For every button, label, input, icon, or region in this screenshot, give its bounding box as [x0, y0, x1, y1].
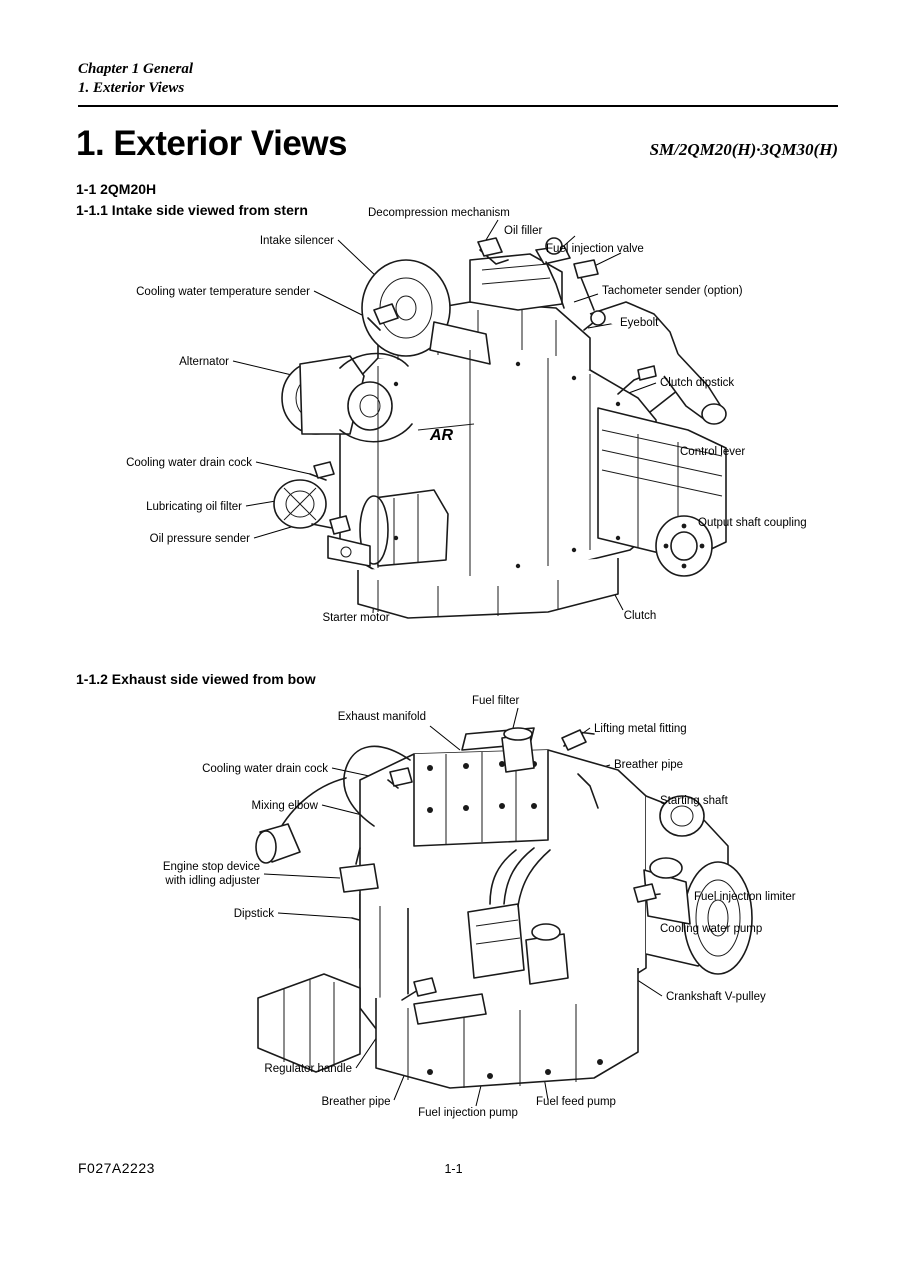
label-cooling-water-drain-cock-2: Cooling water drain cock: [202, 763, 328, 775]
label-breather-pipe-top: Breather pipe: [614, 759, 684, 771]
label-fuel-filter: Fuel filter: [472, 695, 520, 707]
section-heading-1-1: 1-1 2QM20H: [76, 181, 157, 197]
label-mixing-elbow: Mixing elbow: [251, 800, 318, 812]
label-cooling-water-drain-cock: Cooling water drain cock: [126, 457, 252, 469]
label-oil-pressure-sender: Oil pressure sender: [149, 533, 250, 545]
header-section: 1. Exterior Views: [78, 80, 185, 96]
label-dipstick: Dipstick: [233, 908, 274, 920]
header-divider: [78, 105, 838, 107]
figure-exhaust-side-view: [78, 668, 838, 1128]
page-header: [78, 60, 838, 159]
label-breather-pipe-bottom: Breather pipe: [321, 1096, 391, 1108]
header-chapter: Chapter 1 General: [78, 61, 194, 77]
label-fuel-injection-valve: Fuel injection valve: [546, 243, 644, 255]
label-output-shaft-coupling: Output shaft coupling: [698, 517, 807, 529]
label-regulator-handle: Regulator handle: [264, 1063, 352, 1075]
label-starting-shaft: Starting shaft: [660, 795, 728, 807]
label-lifting-metal-fitting: Lifting metal fitting: [594, 723, 687, 735]
engine-illustration-exhaust-side: [256, 728, 752, 1088]
label-fuel-feed-pump: Fuel feed pump: [536, 1096, 616, 1108]
label-clutch: Clutch: [623, 610, 657, 622]
footer-document-code: F027A2223: [78, 1160, 155, 1176]
label-clutch-dipstick: Clutch dipstick: [660, 377, 735, 389]
label-fuel-injection-pump: Fuel injection pump: [418, 1107, 518, 1119]
label-cooling-water-temperature-sender: Cooling water temperature sender: [136, 286, 310, 298]
label-engine-stop-device-line2: with idling adjuster: [165, 875, 260, 887]
label-crankshaft-v-pulley: Crankshaft V-pulley: [666, 991, 766, 1003]
label-alternator: Alternator: [179, 356, 229, 368]
label-cooling-water-pump: Cooling water pump: [660, 923, 763, 935]
page-title: 1. Exterior Views: [76, 124, 348, 163]
label-tachometer-sender: Tachometer sender (option): [602, 285, 743, 297]
label-engine-stop-device: Engine stop device: [162, 861, 260, 873]
label-oil-filler: Oil filler: [504, 225, 543, 237]
header-manual-code: SM/2QM20(H)·3QM30(H): [649, 140, 838, 159]
label-intake-silencer: Intake silencer: [259, 235, 334, 247]
label-fuel-injection-limiter: Fuel injection limiter: [694, 891, 796, 903]
section-heading-1-1-1: 1-1.1 Intake side viewed from stern: [76, 202, 308, 218]
engine-brand-mark: AR: [430, 427, 454, 444]
label-decompression-mechanism: Decompression mechanism: [368, 207, 510, 219]
label-control-lever: Control lever: [680, 446, 746, 458]
section-heading-1-1-2: 1-1.2 Exhaust side viewed from bow: [76, 671, 316, 687]
label-eyebolt: Eyebolt: [620, 317, 659, 329]
label-lubricating-oil-filter: Lubricating oil filter: [146, 501, 242, 513]
footer-page-number: 1-1: [444, 1162, 463, 1176]
figure-intake-side-view: [78, 198, 838, 638]
label-starter-motor: Starter motor: [322, 612, 390, 624]
label-exhaust-manifold: Exhaust manifold: [337, 711, 426, 723]
